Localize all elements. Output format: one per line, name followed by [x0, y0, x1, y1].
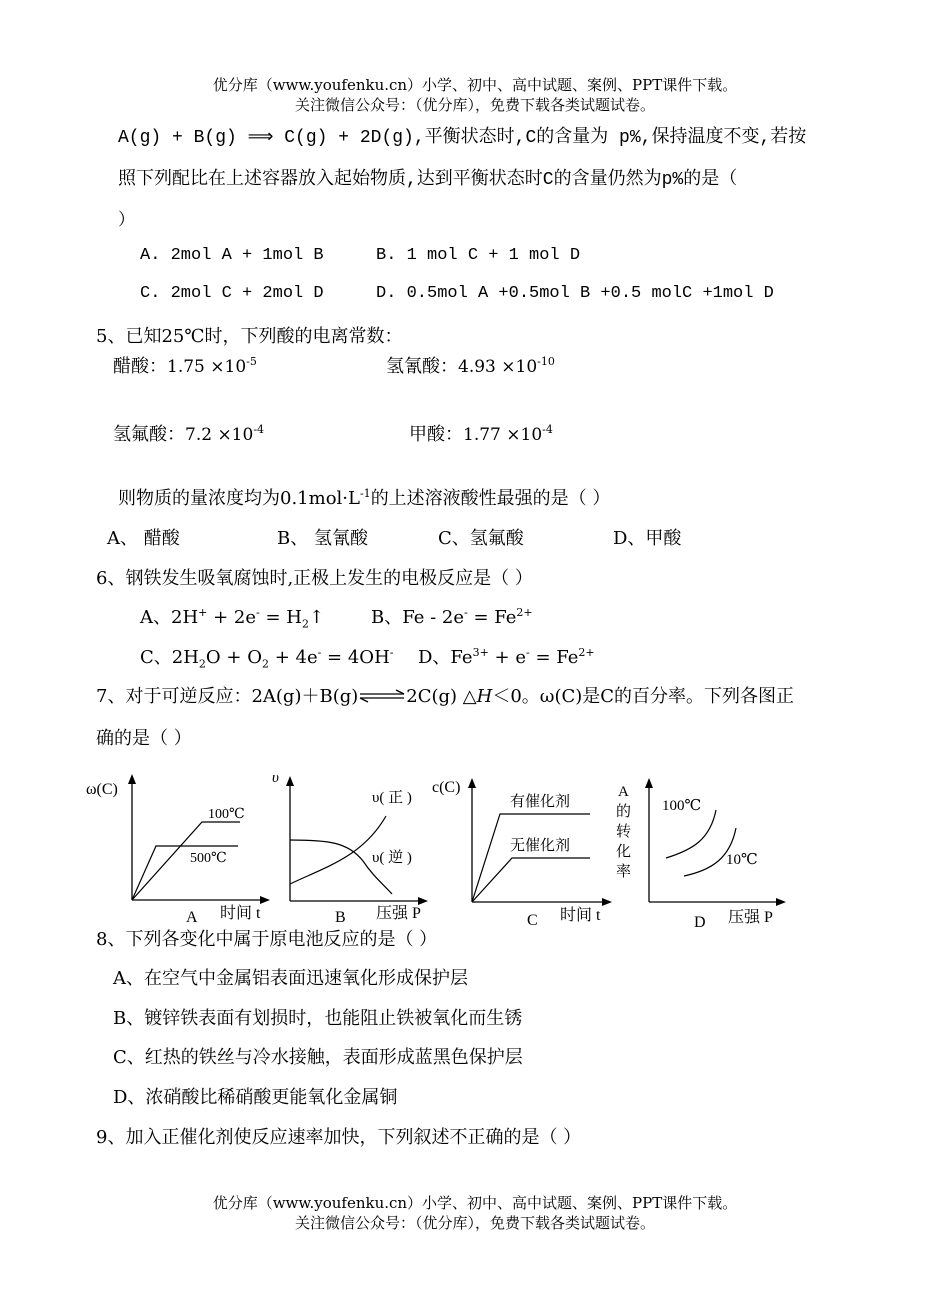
q5-acid-hydrocyanic: 氢氰酸：$4.93 \times 10^{-10}$	[386, 355, 555, 377]
q5-stem: 5、已知25℃时，下列酸的电离常数：	[96, 326, 403, 347]
fig-d-y-arrow	[645, 778, 653, 788]
figure-b	[268, 766, 438, 936]
fig-d-curve-100	[666, 810, 716, 858]
footer-line-2: 关注微信公众号：（优分库），免费下载各类试题试卷。	[294, 1214, 655, 1232]
q8-option-c: C、红热的铁丝与冷水接触，表面形成蓝黑色保护层	[113, 1047, 523, 1068]
fig-d-xlabel: 压强 P	[728, 909, 773, 926]
fig-a-label-500: 500℃	[190, 851, 227, 866]
fig-b-curve-reverse	[290, 840, 392, 894]
fig-a-xlabel: 时间 t	[220, 905, 261, 922]
q8-option-a: A、在空气中金属铝表面迅速氧化形成保护层	[113, 968, 468, 989]
fig-c-curve-no-catalyst	[472, 858, 590, 902]
fig-d-ylabel	[616, 784, 635, 880]
q4-option-a: A. 2mol A + 1mol B	[140, 246, 324, 265]
q6-option-b: B、$Fe - 2e^- = Fe^{2+}$	[371, 606, 533, 628]
q4-option-c: C. 2mol C + 2mol D	[140, 284, 324, 303]
header-line-2: 关注微信公众号：（优分库），免费下载各类试题试卷。	[294, 96, 655, 114]
fig-d-ylabel-2: 的	[616, 804, 632, 820]
fig-d-label-100: 100℃	[662, 798, 702, 814]
fig-d-ylabel-4: 化	[616, 844, 632, 860]
q7-line-2: 确的是（ ）	[96, 728, 192, 749]
q8-stem: 8、下列各变化中属于原电池反应的是（ ）	[96, 929, 438, 950]
fig-b-label-reverse: υ( 逆 )	[372, 850, 412, 866]
q4-option-d: D. 0.5mol A +0.5mol B +0.5 molC +1mol D	[376, 284, 774, 303]
fig-c-label-no-catalyst: 无催化剂	[510, 838, 571, 854]
fig-b-tag: B	[335, 909, 346, 926]
fig-c-x-arrow	[602, 898, 612, 906]
fig-b-y-arrow	[286, 776, 294, 786]
q6-option-d: D、$Fe^{3+} + e^- = Fe^{2+}$	[418, 646, 595, 668]
figure-d	[612, 770, 792, 940]
q5-option-c: C、氢氟酸	[438, 528, 524, 549]
q5-question: 则物质的量浓度均为$0.1mol\cdot L^{-1}$的上述溶液酸性最强的是（ ）	[118, 487, 611, 509]
fig-c-ylabel: c(C)	[432, 779, 461, 796]
q6-option-c: C、$2H_2O + O_2 + 4e^- = 4OH^-$	[140, 646, 394, 671]
fig-a-ylabel: ω(C)	[86, 781, 118, 798]
fig-d-label-10: 10℃	[726, 852, 758, 868]
fig-d-tag: D	[694, 914, 706, 931]
q5-option-b: B、 氢氰酸	[277, 528, 368, 549]
q8-option-d: D、浓硝酸比稀硝酸更能氧化金属铜	[113, 1087, 398, 1108]
q5-acid-formic: 甲酸：$1.77 \times 10^{-4}$	[409, 423, 553, 445]
fig-a-y-arrow	[128, 774, 136, 784]
figure-c	[430, 770, 620, 940]
q6-stem: 6、钢铁发生吸氧腐蚀时,正极上发生的电极反应是（ ）	[96, 568, 533, 589]
fig-d-ylabel-3: 转	[616, 824, 632, 840]
q5-acid-acetic: 醋酸：$1.75 \times 10^{-5}$	[113, 355, 257, 377]
fig-d-ylabel-1: A	[618, 784, 629, 800]
fig-b-label-forward: υ( 正 )	[372, 790, 412, 806]
q7-stem: 7、对于可逆反应：2A(g)＋B(g) 2C(g) △H＜0。ω(C)是C的百分率。下列各图正	[96, 686, 795, 707]
figure-a	[80, 770, 280, 930]
fig-c-y-arrow	[468, 778, 476, 788]
q9-stem: 9、加入正催化剂使反应速率加快，下列叙述不正确的是（ ）	[96, 1127, 582, 1148]
fig-d-ylabel-5: 率	[616, 864, 632, 880]
fig-c-xlabel: 时间 t	[560, 907, 601, 924]
q4-line-2: 照下列配比在上述容器放入起始物质,达到平衡状态时C的含量仍然为p%的是（	[118, 170, 738, 190]
footer-line-1: 优分库（www.youfenku.cn）小学、初中、高中试题、案例、PPT课件下载。	[212, 1194, 738, 1212]
q5-option-a: A、 醋酸	[107, 528, 180, 549]
q8-option-b: B、镀锌铁表面有划损时，也能阻止铁被氧化而生锈	[113, 1008, 523, 1029]
fig-a-label-100: 100℃	[208, 807, 245, 822]
fig-c-tag: C	[527, 912, 538, 929]
q4-line-1: A(g) + B(g) ⟹ C(g) + 2D(g),平衡状态时,C的含量为 p%,保持温度不变,若按	[118, 128, 807, 148]
fig-c-label-catalyst: 有催化剂	[510, 794, 571, 810]
fig-b-xlabel: 压强 P	[376, 905, 421, 922]
header-line-1: 优分库（www.youfenku.cn）小学、初中、高中试题、案例、PPT课件下载。	[212, 76, 738, 94]
fig-b-ylabel: υ	[272, 770, 279, 786]
fig-d-x-arrow	[776, 898, 786, 906]
q4-option-b: B. 1 mol C + 1 mol D	[376, 246, 581, 265]
reversible-arrow-icon	[358, 687, 406, 708]
q5-acid-hydrofluoric: 氢氟酸：$7.2 \times 10^{-4}$	[113, 423, 265, 445]
fig-a-tag: A	[186, 909, 198, 926]
q6-option-a: A、$2H^+ + 2e^- = H_2↑$	[140, 606, 325, 631]
fig-b-x-arrow	[418, 897, 428, 905]
q4-line-3: ）	[118, 212, 135, 231]
q5-option-d: D、甲酸	[613, 528, 682, 549]
